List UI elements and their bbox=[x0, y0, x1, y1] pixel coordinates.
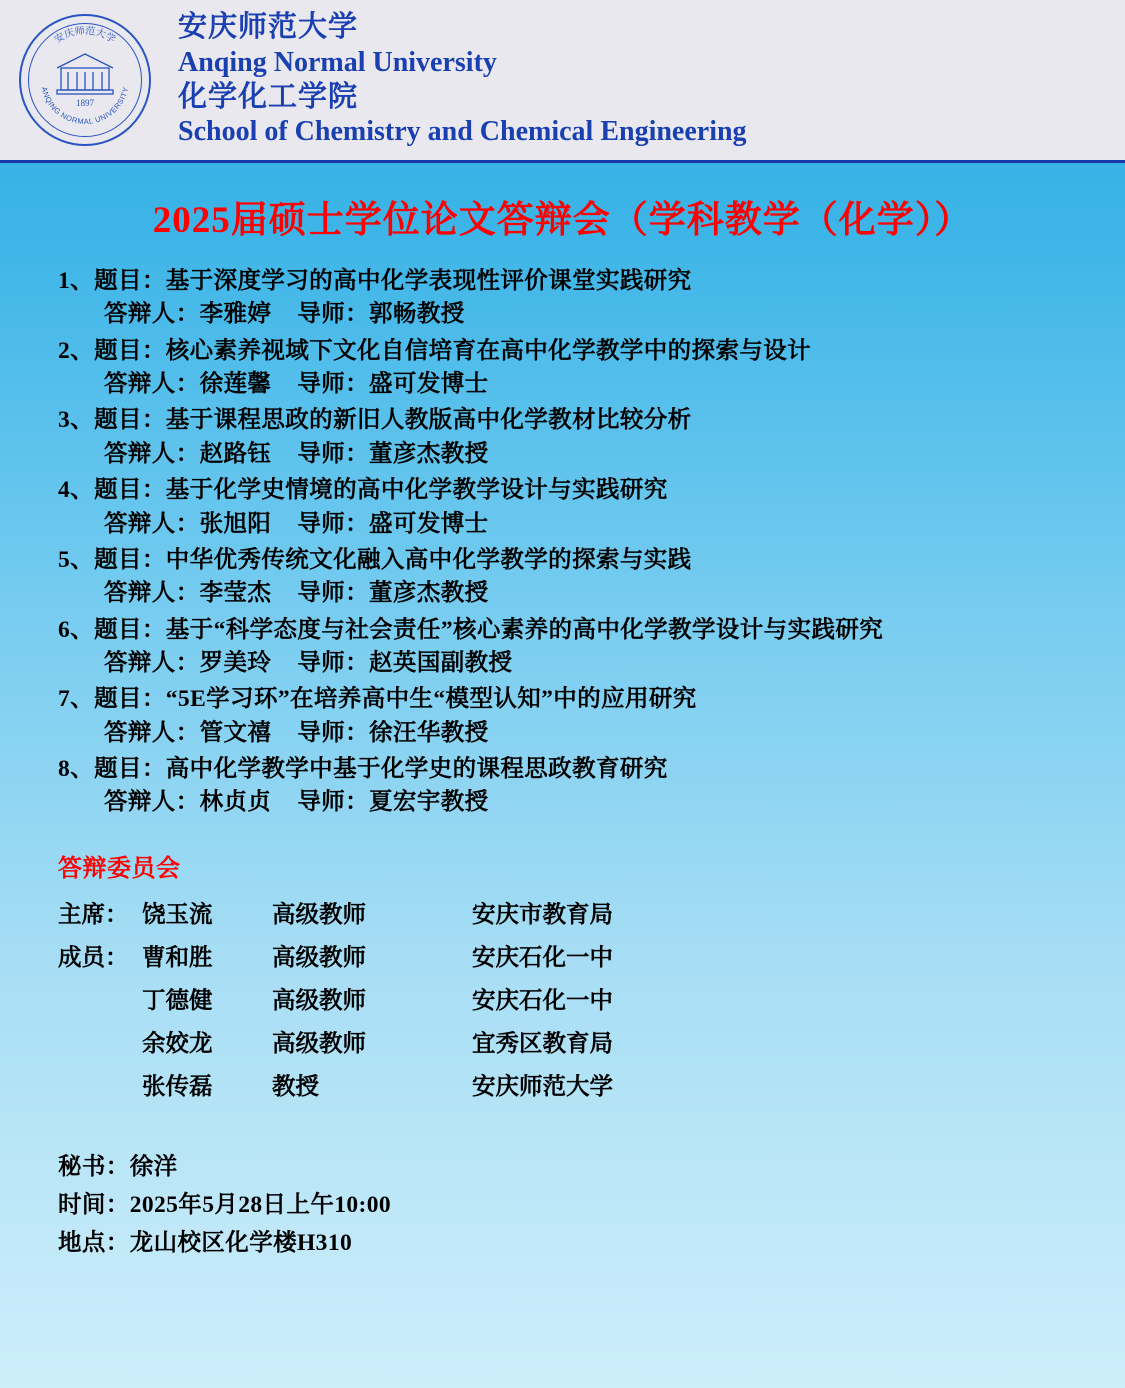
thesis-title: 基于深度学习的高中化学表现性评价课堂实践研究 bbox=[165, 268, 692, 294]
defender-name: 管文禧 bbox=[199, 719, 272, 746]
secretary-line bbox=[58, 1148, 1125, 1186]
header-text-block bbox=[178, 10, 747, 149]
defense-people-line bbox=[58, 577, 1125, 610]
list-item bbox=[58, 474, 1125, 541]
defense-title-line bbox=[58, 404, 1125, 437]
list-item bbox=[58, 683, 1125, 750]
list-item bbox=[58, 404, 1125, 471]
committee-name: 丁德健 bbox=[142, 988, 213, 1015]
school-name-en: School of Chemistry and Chemical Engineering bbox=[178, 116, 747, 148]
table-row bbox=[58, 1020, 613, 1063]
title-label: 题目： bbox=[94, 546, 166, 573]
poster-body bbox=[0, 189, 1125, 1262]
advisor-label: 导师： bbox=[297, 371, 370, 398]
defense-list bbox=[58, 265, 1125, 820]
list-item bbox=[58, 335, 1125, 402]
item-index: 2、 bbox=[58, 337, 95, 364]
defender-label: 答辩人： bbox=[104, 719, 200, 746]
svg-text:ANQING NORMAL UNIVERSITY: ANQING NORMAL UNIVERSITY bbox=[39, 85, 131, 127]
list-item bbox=[58, 614, 1125, 681]
defense-people-line bbox=[58, 508, 1125, 541]
defense-title-line bbox=[58, 614, 1125, 647]
defender-name: 李雅婷 bbox=[199, 301, 272, 328]
item-index: 6、 bbox=[58, 616, 95, 643]
defender-name: 罗美玲 bbox=[199, 649, 272, 676]
defense-people-line bbox=[58, 647, 1125, 680]
defender-name: 林贞贞 bbox=[199, 789, 272, 816]
defender-name: 张旭阳 bbox=[199, 510, 272, 537]
advisor-name: 董彦杰教授 bbox=[369, 580, 489, 607]
committee-org: 安庆市教育局 bbox=[472, 902, 613, 929]
defender-label: 答辩人： bbox=[104, 789, 200, 816]
list-item bbox=[58, 753, 1125, 820]
table-row bbox=[58, 934, 613, 977]
item-index: 5、 bbox=[58, 546, 95, 573]
table-row bbox=[58, 891, 613, 934]
advisor-name: 董彦杰教授 bbox=[369, 440, 489, 467]
committee-org: 安庆师范大学 bbox=[472, 1074, 613, 1101]
defender-label: 答辩人： bbox=[104, 371, 200, 398]
list-item bbox=[58, 265, 1125, 332]
advisor-name: 盛可发博士 bbox=[369, 510, 489, 537]
defender-label: 答辩人： bbox=[104, 301, 200, 328]
place-line bbox=[58, 1224, 1125, 1262]
defender-label: 答辩人： bbox=[104, 440, 200, 467]
thesis-title: 高中化学教学中基于化学史的课程思政教育研究 bbox=[165, 756, 668, 783]
defense-title-line bbox=[58, 335, 1125, 368]
advisor-label: 导师： bbox=[297, 301, 370, 328]
thesis-title: 基于化学史情境的高中化学教学设计与实践研究 bbox=[165, 477, 668, 504]
defense-title-line bbox=[58, 474, 1125, 507]
advisor-name: 郭畅教授 bbox=[369, 301, 465, 328]
thesis-title: 基于“科学态度与社会责任”核心素养的高中化学教学设计与实践研究 bbox=[165, 616, 884, 643]
title-label: 题目： bbox=[94, 407, 166, 434]
university-name-en: Anqing Normal University bbox=[178, 46, 497, 78]
title-label: 题目： bbox=[94, 686, 166, 713]
title-label: 题目： bbox=[94, 268, 166, 294]
item-index: 1、 bbox=[58, 268, 95, 294]
committee-role: 成员： bbox=[58, 945, 129, 972]
committee-role bbox=[58, 1063, 142, 1106]
committee-role bbox=[58, 1020, 142, 1063]
committee-heading: 答辩委员会 bbox=[58, 855, 181, 882]
university-name-cn: 安庆师范大学 bbox=[178, 11, 359, 44]
committee-org: 安庆石化一中 bbox=[472, 988, 613, 1015]
committee-table bbox=[58, 891, 613, 1106]
committee-name: 余姣龙 bbox=[142, 1031, 213, 1058]
defender-label: 答辩人： bbox=[104, 580, 200, 607]
svg-text:安庆师范大学: 安庆师范大学 bbox=[52, 25, 118, 46]
thesis-title: “5E学习环”在培养高中生“模型认知”中的应用研究 bbox=[165, 686, 697, 713]
committee-rank: 高级教师 bbox=[272, 902, 366, 929]
title-label: 题目： bbox=[94, 756, 166, 783]
committee-rank: 教授 bbox=[272, 1074, 319, 1101]
committee-name: 张传磊 bbox=[142, 1074, 213, 1101]
advisor-label: 导师： bbox=[297, 510, 370, 537]
table-row bbox=[58, 977, 613, 1020]
defender-label: 答辩人： bbox=[104, 649, 200, 676]
secretary-name: 徐洋 bbox=[129, 1153, 178, 1180]
defender-name: 徐莲馨 bbox=[199, 371, 272, 398]
advisor-name: 赵英国副教授 bbox=[369, 649, 513, 676]
committee-org: 宜秀区教育局 bbox=[472, 1031, 613, 1058]
advisor-label: 导师： bbox=[297, 580, 370, 607]
defense-title-line bbox=[58, 544, 1125, 577]
defense-people-line bbox=[58, 786, 1125, 819]
thesis-title: 核心素养视域下文化自信培育在高中化学教学中的探索与设计 bbox=[165, 337, 812, 364]
advisor-label: 导师： bbox=[297, 789, 370, 816]
defense-people-line bbox=[58, 298, 1125, 331]
item-index: 8、 bbox=[58, 756, 95, 783]
committee-rank: 高级教师 bbox=[272, 988, 366, 1015]
advisor-label: 导师： bbox=[297, 649, 370, 676]
page-header bbox=[0, 0, 1125, 163]
seal-year: 1897 bbox=[76, 98, 94, 108]
committee-name: 曹和胜 bbox=[142, 945, 213, 972]
committee-rank: 高级教师 bbox=[272, 945, 366, 972]
title-label: 题目： bbox=[94, 616, 166, 643]
committee-role: 主席： bbox=[58, 902, 129, 929]
defender-name: 李莹杰 bbox=[199, 580, 272, 607]
defender-label: 答辩人： bbox=[104, 510, 200, 537]
logo-wrap bbox=[10, 14, 160, 146]
committee-org: 安庆石化一中 bbox=[472, 945, 613, 972]
defense-people-line bbox=[58, 368, 1125, 401]
time-line bbox=[58, 1186, 1125, 1224]
defense-title-line bbox=[58, 683, 1125, 716]
table-row bbox=[58, 1063, 613, 1106]
defense-title-line bbox=[58, 265, 1125, 298]
page-title: 2025届硕士学位论文答辩会（学科教学（化学）） bbox=[152, 200, 973, 241]
place-value: 龙山校区化学楼H310 bbox=[129, 1229, 353, 1256]
item-index: 4、 bbox=[58, 477, 95, 504]
advisor-label: 导师： bbox=[297, 719, 370, 746]
defense-title-line bbox=[58, 753, 1125, 786]
title-label: 题目： bbox=[94, 337, 166, 364]
time-label: 时间： bbox=[58, 1191, 130, 1218]
thesis-title: 基于课程思政的新旧人教版高中化学教材比较分析 bbox=[165, 407, 692, 434]
item-index: 7、 bbox=[58, 686, 95, 713]
advisor-name: 夏宏宇教授 bbox=[369, 789, 489, 816]
committee-rank: 高级教师 bbox=[272, 1031, 366, 1058]
defender-name: 赵路钰 bbox=[199, 440, 272, 467]
time-value: 2025年5月28日上午10:00 bbox=[129, 1191, 392, 1218]
defense-people-line bbox=[58, 438, 1125, 471]
thesis-title: 中华优秀传统文化融入高中化学教学的探索与实践 bbox=[165, 546, 692, 573]
committee-role bbox=[58, 977, 142, 1020]
committee-name: 饶玉流 bbox=[142, 902, 213, 929]
university-seal-icon bbox=[19, 14, 151, 146]
footer-info bbox=[58, 1148, 1125, 1262]
list-item bbox=[58, 544, 1125, 611]
place-label: 地点： bbox=[58, 1229, 130, 1256]
defense-people-line bbox=[58, 717, 1125, 750]
item-index: 3、 bbox=[58, 407, 95, 434]
title-label: 题目： bbox=[94, 477, 166, 504]
advisor-name: 徐汪华教授 bbox=[369, 719, 489, 746]
secretary-label: 秘书： bbox=[58, 1153, 130, 1180]
advisor-name: 盛可发博士 bbox=[369, 371, 489, 398]
advisor-label: 导师： bbox=[297, 440, 370, 467]
school-name-cn: 化学化工学院 bbox=[178, 81, 359, 113]
